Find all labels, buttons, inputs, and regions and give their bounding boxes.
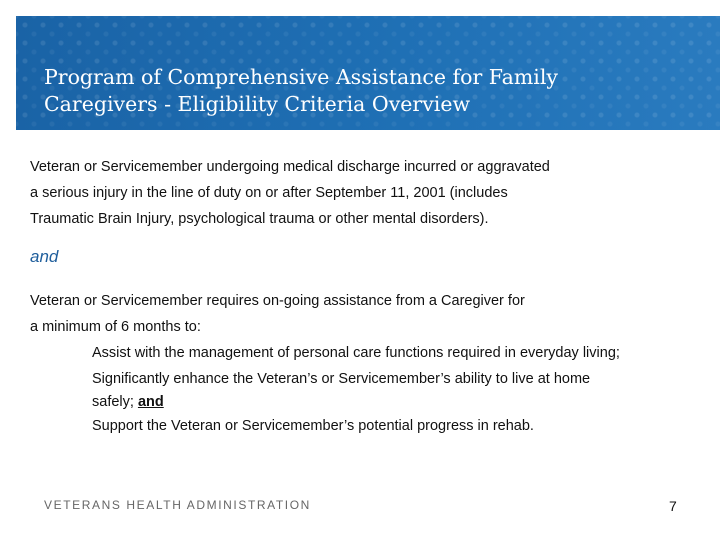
criterion-2-item-2-line-1: Significantly enhance the Veteran’s or Servicemember’s ability to live at home (92, 371, 591, 387)
criterion-1-line-3: Traumatic Brain Injury, psychological trauma or other mental disorders). (30, 211, 489, 227)
criterion-2-item-3: Support the Veteran or Servicemember’s potential progress in rehab. (92, 418, 534, 434)
criterion-2-line-2: a minimum of 6 months to: (30, 319, 201, 335)
criterion-2 (30, 288, 710, 439)
slide-title-line-1: Program of Comprehensive Assistance for Family (44, 65, 558, 89)
item-2-safely-text: safely; (92, 394, 138, 410)
page-number: 7 (669, 498, 677, 514)
criterion-2-line-1: Veteran or Servicemember requires on-going assistance from a Caregiver for (30, 293, 525, 309)
criterion-1-line-2: a serious injury in the line of duty on or after September 11, 2001 (includes (30, 185, 508, 201)
criterion-1-line-1: Veteran or Servicemember undergoing medical discharge incurred or aggravated (30, 159, 550, 175)
criterion-2-item-2-line-2 (92, 392, 710, 413)
slide-title (44, 64, 684, 118)
criterion-1 (30, 154, 710, 232)
criterion-2-item-1: Assist with the management of personal care functions required in everyday living; (92, 345, 620, 361)
item-2-and-underlined: and (137, 394, 164, 410)
slide-title-line-2: Caregivers - Eligibility Criteria Overview (44, 92, 471, 116)
and-connector: and (30, 247, 59, 266)
footer-organization: VETERANS HEALTH ADMINISTRATION (44, 498, 311, 512)
